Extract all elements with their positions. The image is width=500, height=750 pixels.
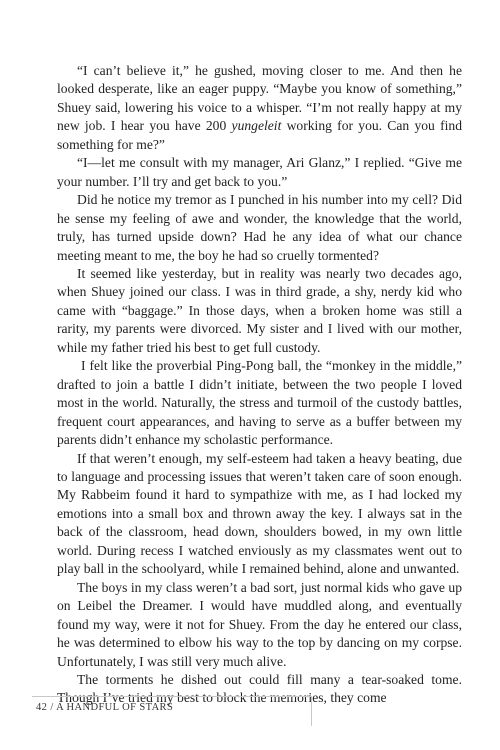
paragraph bbox=[57, 154, 462, 191]
text-run: “I can’t believe it,” he gushed, moving closer to me. And then he looked desperate, like an eager puppy. “Maybe you know of something,” Shuey said, lowering his voice to a whisper. “I’m not really happy at my new job. I hear you have 200 bbox=[57, 63, 462, 134]
paragraph bbox=[57, 579, 462, 671]
footer-rule bbox=[32, 696, 312, 697]
paragraph bbox=[57, 265, 462, 357]
body-text bbox=[57, 62, 462, 708]
text-run: working for you. Can you find something for me?” bbox=[57, 118, 462, 152]
text-run: I felt like the proverbial Ping-Pong ball, the “monkey in the middle,” drafted to join a battle I didn’t initiate, between the two people I loved most in the world. Naturally, the stress and turmoil of the custody battles, frequent court appearances, and having to serve as a buffer between my parents didn’t enhance my scholastic performance. bbox=[57, 358, 462, 448]
text-run: If that weren’t enough, my self-esteem had taken a heavy beating, due to language and processing issues that weren’t taken care of soon enough. My Rabbeim found it hard to sympathize with me, as I had locked my emotions into a small box and thrown away the key. I always sat in the back of the classroom, head down, shoulders bowed, in my own little world. During recess I watched enviously as my classmates went out to play ball in the schoolyard, while I remained behind, alone and unwanted. bbox=[57, 450, 462, 577]
paragraph bbox=[57, 191, 462, 265]
text-run: The boys in my class weren’t a bad sort, just normal kids who gave up on Leibel the Dreamer. I would have muddled along, and eventually found my way, were it not for Shuey. From the day he entered our class, he was determined to elbow his way to the top by dancing on my corpse. Unfortunately, I was still very much alive. bbox=[57, 579, 462, 669]
text-run: It seemed like yesterday, but in reality was nearly two decades ago, when Shuey joined our class. I was in third grade, a shy, nerdy kid who came with “baggage.” In those days, when a broken home was still a rarity, my parents were divorced. My sister and I lived with our mother, while my father tried his best to get full custody. bbox=[57, 265, 462, 355]
paragraph bbox=[57, 62, 462, 154]
footer-divider bbox=[311, 696, 312, 726]
text-run: The torments he dished out could fill many a tear-soaked tome. Though I’ve tried my best to block the memories, they come bbox=[57, 671, 462, 706]
paragraph bbox=[57, 357, 462, 449]
running-footer: 42 / A HANDFUL OF STARS bbox=[36, 702, 174, 713]
italic-term: yungeleit bbox=[231, 118, 282, 134]
paragraph bbox=[57, 450, 462, 579]
text-run: Did he notice my tremor as I punched in his number into my cell? Did he sense my feeling of awe and wonder, the knowledge that the world, truly, has turned upside down? Had he any idea of what our chance meeting meant to me, the boy he had so cruelly tormented? bbox=[57, 192, 462, 263]
text-run: “I—let me consult with my manager, Ari Glanz,” I replied. “Give me your number. I’ll try and get back to you.” bbox=[57, 155, 462, 189]
